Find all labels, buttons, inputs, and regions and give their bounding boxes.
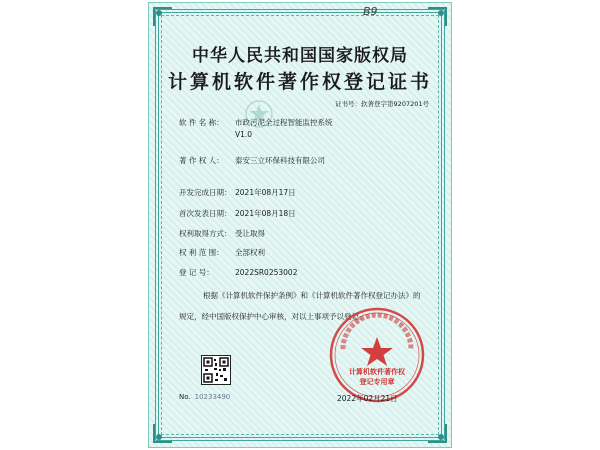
statement-line-2: 规定，经中国版权保护中心审核，对以上事项予以登记。 [179,312,367,321]
corner-ornament-icon [426,6,448,28]
first-publish-row [179,208,296,219]
owner-label: 著 作 权 人： [179,156,224,165]
software-version: V1.0 [235,130,253,139]
certificate-title: 计算机软件著作权登记证书 [167,71,432,93]
corner-ornament-icon [152,422,174,444]
software-name-value: 市政污泥全过程智能监控系统 [235,118,333,127]
scope-value: 全部权利 [235,248,265,257]
statement-line-1: 根据《计算机软件保护条例》和《计算机软件著作权登记办法》的 [203,291,421,300]
seal-text-line-1: 计算机软件著作权 [349,368,405,376]
owner-value: 泰安三立环保科技有限公司 [235,156,325,165]
dev-complete-value: 2021年08月17日 [235,188,296,197]
first-publish-value: 2021年08月18日 [235,209,296,218]
issuer-title: 中华人民共和国国家版权局 [192,46,408,66]
scope-row [179,247,265,258]
official-seal [327,305,427,405]
acquire-row [179,228,265,239]
corner-ornament-icon [426,422,448,444]
acquire-value: 受让取得 [235,229,265,238]
reg-no-label: 登 记 号： [179,268,214,277]
certificate-number: 证书号：软著登字第9207201号 [335,100,429,108]
serial-value: 10233490 [194,393,231,401]
software-name-label: 软 件 名 称： [179,118,224,127]
first-publish-label: 首次发表日期： [179,209,232,218]
reg-no-value: 2022SR0253002 [235,268,298,277]
serial-number [179,393,230,401]
owner-row [179,155,325,166]
certificate [148,2,452,448]
corner-ornament-icon [152,6,174,28]
acquire-label: 权利取得方式： [179,229,232,238]
reg-no-row [179,267,297,278]
issue-date: 2022年02月21日 [337,394,398,403]
dev-complete-label: 开发完成日期： [179,188,232,197]
software-name-row [179,117,333,139]
serial-label: No. [179,393,191,401]
qr-code-icon [201,355,231,385]
scope-label: 权 利 范 围： [179,248,224,257]
dev-complete-row [179,187,296,198]
seal-text-line-2: 登记专用章 [359,378,395,386]
handwritten-mark: B9 [363,5,378,18]
